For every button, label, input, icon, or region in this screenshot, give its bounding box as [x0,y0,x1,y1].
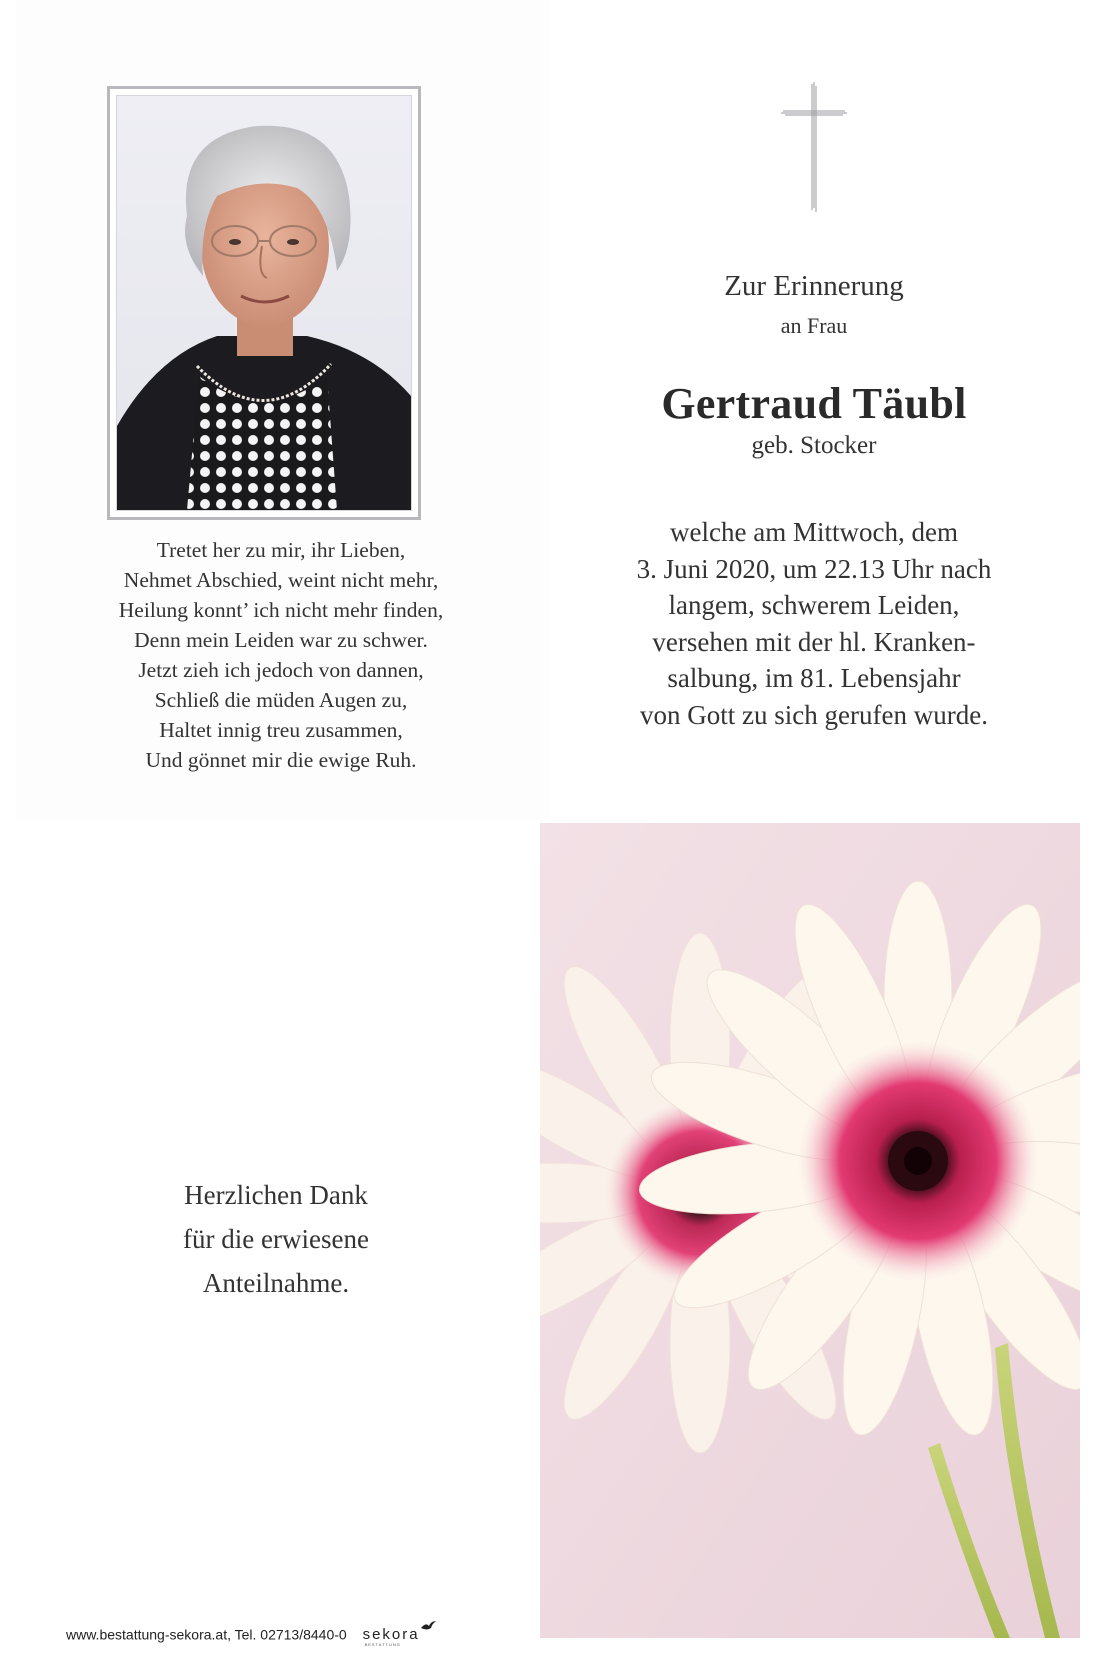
portrait-frame [107,86,421,520]
bird-icon [420,1620,436,1632]
maiden-name: geb. Stocker [751,432,877,459]
poem [16,535,546,775]
cross-icon [781,82,847,212]
poem-line: Tretet her zu mir, ihr Lieben, [156,538,406,562]
flower-panel [540,823,1080,1638]
notice-line: langem, schwerem Leiden, [668,590,960,620]
death-notice [596,514,1032,733]
deceased-name: Gertraud Täubl [661,379,967,428]
thanks-line: Anteilnahme. [202,1268,350,1298]
notice-line: versehen mit der hl. Kranken- [652,626,976,657]
thanks-line: Herzlichen Dank [184,1180,368,1210]
logo-subtitle: BESTATTUNG [364,1641,401,1647]
gerbera-flowers-image [540,823,1080,1638]
logo-word: sekora [362,1625,420,1643]
notice-line: 3. Juni 2020, um 22.13 Uhr nach [636,553,992,584]
notice-line: von Gott zu sich gerufen wurde. [640,699,988,730]
portrait-image [117,96,411,510]
notice-line: welche am Mittwoch, dem [670,517,958,547]
thanks-message [16,1173,536,1305]
memory-title: Zur Erinnerung [724,270,904,302]
footer [66,1625,420,1647]
poem-line: Haltet innig treu zusammen, [159,718,403,742]
footer-contact: www.bestattung-sekora.at, Tel. 02713/8440-0 [66,1626,347,1643]
poem-line: Und gönnet mir die ewige Ruh. [145,748,417,772]
sekora-logo [362,1625,420,1647]
thanks-line: für die erwiesene [183,1224,369,1254]
poem-line: Heilung konnt’ ich nicht mehr finden, [118,598,444,622]
portrait-photo [116,95,412,511]
left-top-panel [16,0,549,820]
notice-line: salbung, im 81. Lebensjahr [667,663,961,693]
poem-line: Jetzt zieh ich jedoch von dannen, [138,658,424,682]
poem-line: Denn mein Leiden war zu schwer. [134,628,428,652]
memory-subtitle: an Frau [780,313,848,338]
poem-line: Schließ die müden Augen zu, [154,688,408,712]
poem-line: Nehmet Abschied, weint nicht mehr, [123,568,439,592]
